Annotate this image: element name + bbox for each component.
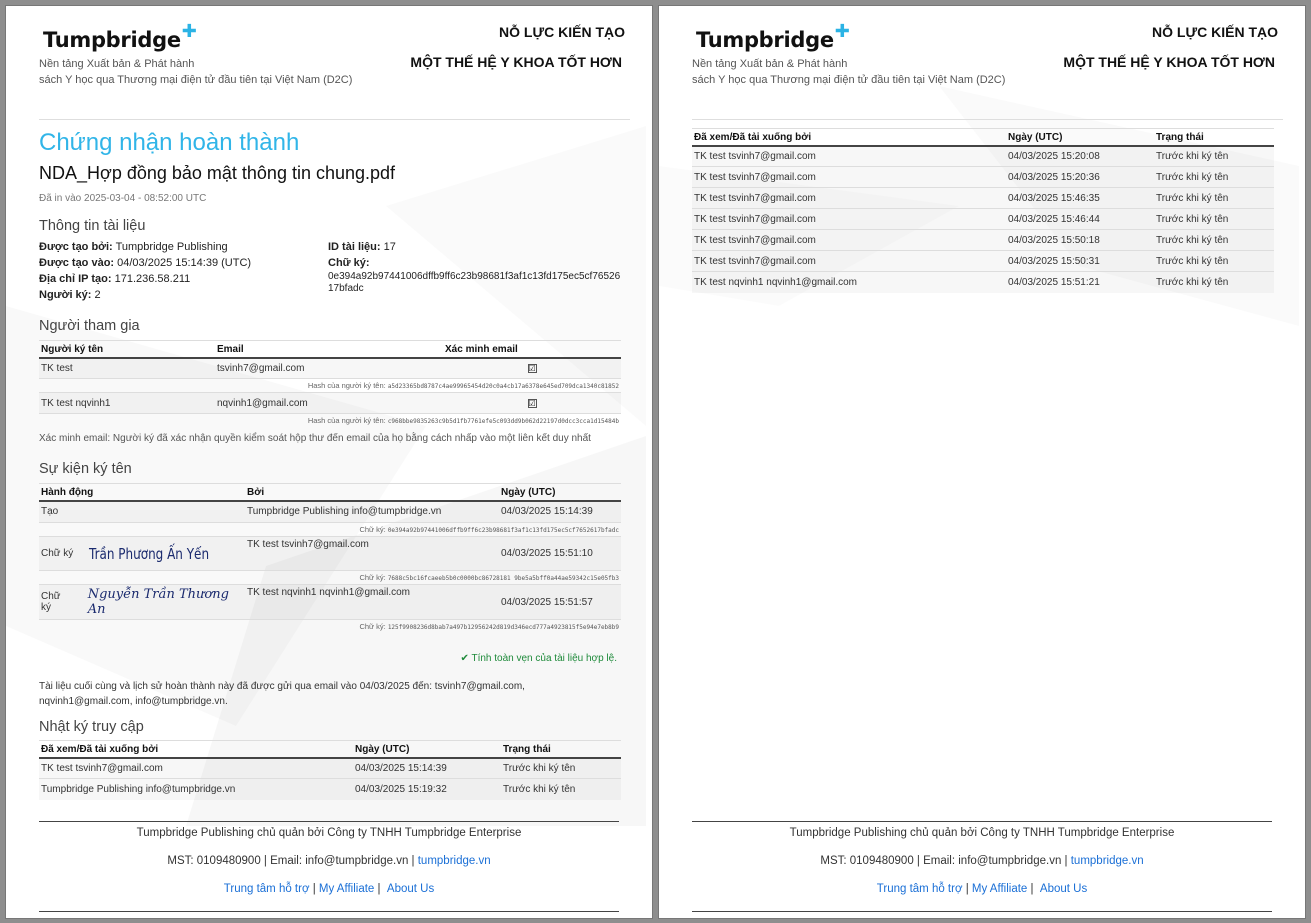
- signers-label: Người ký:: [39, 289, 92, 301]
- separator: |: [1030, 883, 1034, 895]
- footer-divider: [39, 821, 619, 822]
- access-date: 04/03/2025 15:50:31: [1006, 251, 1154, 272]
- about-us-link[interactable]: About Us: [1039, 883, 1088, 895]
- affiliate-link[interactable]: My Affiliate: [318, 883, 375, 895]
- event-action-cell: [39, 585, 245, 620]
- created-at-label: Được tạo vào:: [39, 257, 115, 269]
- checkbox-checked-icon: ☑: [528, 363, 536, 373]
- hash-label: Hash của người ký tên:: [307, 416, 386, 426]
- support-center-link[interactable]: Trung tâm hỗ trợ: [223, 883, 310, 895]
- table-row: [692, 251, 1274, 272]
- column-header: Người ký tên: [39, 341, 215, 358]
- table-row: [39, 393, 621, 414]
- column-header: Đã xem/Đã tải xuống bởi: [39, 741, 353, 758]
- doc-id-label: ID tài liệu:: [328, 241, 381, 253]
- header-divider: [39, 119, 630, 120]
- logo-plus-icon: ✚: [834, 21, 850, 42]
- signature-hash-value: 0e394a92b97441006dffb9ff6c23b98681f3af1c13fd175ec5cf7652617bfadc: [387, 527, 619, 534]
- participant-email: nqvinh1@gmail.com: [215, 393, 443, 414]
- access-log-table: [39, 740, 621, 800]
- signature-hash-row: [39, 571, 621, 585]
- website-link[interactable]: tumpbridge.vn: [1070, 855, 1144, 867]
- column-header: Ngày (UTC): [499, 484, 621, 501]
- table-row: [39, 501, 621, 523]
- table-row: [692, 167, 1274, 188]
- access-date: 04/03/2025 15:20:36: [1006, 167, 1154, 188]
- footer-mst: MST: 0109480900 | Email: info@tumpbridge.vn |: [167, 855, 415, 867]
- event-action-cell: [39, 537, 245, 571]
- footer-links: [659, 883, 1305, 895]
- event-by: TK test tsvinh7@gmail.com: [245, 537, 499, 571]
- about-us-link[interactable]: About Us: [386, 883, 435, 895]
- access-by: TK test tsvinh7@gmail.com: [39, 758, 353, 779]
- table-row: [692, 188, 1274, 209]
- column-header: Ngày (UTC): [1006, 129, 1154, 146]
- hash-row: [39, 414, 621, 428]
- footer-divider-bottom: [39, 911, 619, 912]
- document-name: NDA_Hợp đồng bảo mật thông tin chung.pdf: [39, 163, 396, 183]
- section-access-log: Nhật ký truy cập: [39, 719, 144, 735]
- access-status: Trước khi ký tên: [501, 758, 621, 779]
- hash-cell: [39, 379, 621, 393]
- table-row: [39, 537, 621, 571]
- created-by-label: Được tạo bởi:: [39, 241, 113, 253]
- signature-hash-value: 125f9908236d8bab7a497b12956242d819d346ecd777a4923815f5e94e7eb8b9: [387, 624, 619, 632]
- event-by: TK test nqvinh1 nqvinh1@gmail.com: [245, 585, 499, 620]
- tumpbridge-logo: Tumpbridge✚: [43, 21, 197, 52]
- access-by: TK test tsvinh7@gmail.com: [692, 188, 1006, 209]
- access-date: 04/03/2025 15:20:08: [1006, 146, 1154, 167]
- email-sent-note: Tài liệu cuối cùng và lịch sử hoàn thành này đã được gửi qua email vào 04/03/2025 đến: tsvinh7@gmail.com, nqvinh1@gmail.com, info@tumpbridge.vn.: [39, 681, 525, 707]
- access-date: 04/03/2025 15:46:44: [1006, 209, 1154, 230]
- separator: |: [377, 883, 381, 895]
- tagline-line-2: sách Y học qua Thương mại điện tử đầu tiên tại Việt Nam (D2C): [692, 74, 1006, 86]
- signers-value: 2: [94, 289, 101, 301]
- column-header: Đã xem/Đã tải xuống bởi: [692, 129, 1006, 146]
- event-date: 04/03/2025 15:51:10: [499, 537, 621, 571]
- signature-hash-label: Chữ ký:: [359, 573, 386, 582]
- column-header: Email: [215, 341, 443, 358]
- integrity-valid-status: ✔ Tính toàn vẹn của tài liệu hợp lệ.: [460, 653, 617, 664]
- access-status: Trước khi ký tên: [1154, 188, 1274, 209]
- hash-value: c968bbe9835263c9b5d1fb7761efe5c093dd9b062d22197d0dcc3cca1d15484b: [387, 418, 619, 426]
- participant-email: tsvinh7@gmail.com: [215, 358, 443, 379]
- hash-label: Hash của người ký tên:: [307, 381, 386, 390]
- created-at-value: 04/03/2025 15:14:39 (UTC): [117, 257, 252, 269]
- access-status: Trước khi ký tên: [1154, 251, 1274, 272]
- participant-name: TK test nqvinh1: [39, 393, 215, 414]
- column-header: Trạng thái: [1154, 129, 1274, 146]
- section-participants: Người tham gia: [39, 318, 140, 334]
- support-center-link[interactable]: Trung tâm hỗ trợ: [876, 883, 963, 895]
- website-link[interactable]: tumpbridge.vn: [417, 855, 491, 867]
- column-header: Xác minh email: [443, 341, 621, 358]
- tagline-line-1: Nền tảng Xuất bản & Phát hành: [39, 58, 195, 70]
- hash-cell: [39, 414, 621, 428]
- event-action: Chữ ký: [41, 591, 61, 613]
- access-by: TK test tsvinh7@gmail.com: [692, 146, 1006, 167]
- access-status: Trước khi ký tên: [1154, 146, 1274, 167]
- signature-hash-label: Chữ ký:: [359, 525, 386, 534]
- access-by: Tumpbridge Publishing info@tumpbridge.vn: [39, 779, 353, 800]
- verified-cell: [443, 393, 621, 414]
- slogan-line-1: NỖ LỰC KIẾN TẠO: [1152, 24, 1278, 40]
- table-row: [692, 209, 1274, 230]
- access-date: 04/03/2025 15:14:39: [353, 758, 501, 779]
- slogan-line-1: NỖ LỰC KIẾN TẠO: [499, 24, 625, 40]
- access-date: 04/03/2025 15:51:21: [1006, 272, 1154, 293]
- ip-label: Địa chỉ IP tạo:: [39, 273, 112, 285]
- signature-hash-label: Chữ ký:: [359, 622, 386, 632]
- tagline-line-2: sách Y học qua Thương mại điện tử đầu tiên tại Việt Nam (D2C): [39, 74, 353, 86]
- handwritten-signature-image: Trần Phương Ấn Yến: [89, 544, 210, 563]
- participants-table: [39, 340, 621, 428]
- signature-label: Chữ ký:: [328, 257, 370, 269]
- hash-cell: [39, 523, 621, 537]
- verified-cell: [443, 358, 621, 379]
- table-row: [39, 358, 621, 379]
- table-row: [39, 758, 621, 779]
- signature-hash-value: 7688c5bc16fcaeeb5b0c0000bc86728181 9be5a5bff0a44ae59342c15e05fb3: [387, 575, 619, 582]
- certificate-page-2: [658, 5, 1306, 919]
- access-status: Trước khi ký tên: [1154, 209, 1274, 230]
- printed-timestamp: Đã in vào 2025-03-04 - 08:52:00 UTC: [39, 193, 207, 204]
- footer-mst: MST: 0109480900 | Email: info@tumpbridge.vn |: [820, 855, 1068, 867]
- table-row: [39, 779, 621, 800]
- document-info-left: [39, 239, 251, 303]
- signing-events-table: [39, 483, 621, 634]
- separator: |: [312, 883, 316, 895]
- table-row: [692, 146, 1274, 167]
- event-by: Tumpbridge Publishing info@tumpbridge.vn: [245, 501, 499, 523]
- event-action: Tạo: [39, 501, 245, 523]
- checkbox-checked-icon: ☑: [528, 398, 536, 408]
- ip-value: 171.236.58.211: [114, 273, 191, 285]
- access-by: TK test nqvinh1 nqvinh1@gmail.com: [692, 272, 1006, 293]
- footer-company: Tumpbridge Publishing chủ quản bởi Công ty TNHH Tumpbridge Enterprise: [789, 827, 1175, 839]
- footer-contact: [659, 855, 1305, 867]
- access-log-table-continued: [692, 128, 1274, 293]
- signature-value: 0e394a92b97441006dffb9ff6c23b98681f3af1c13fd175ec5cf7652617bfadc: [328, 271, 621, 294]
- hash-row: [39, 379, 621, 393]
- footer-divider-bottom: [692, 911, 1272, 912]
- signature-hash-row: [39, 523, 621, 537]
- header-divider: [692, 119, 1283, 120]
- email-verification-note: Xác minh email: Người ký đã xác nhận quyền kiểm soát hộp thư đến email của họ bằng cách nhấp vào một liên kết duy nhất: [39, 433, 591, 444]
- footer-company: Tumpbridge Publishing chủ quản bởi Công ty TNHH Tumpbridge Enterprise: [136, 827, 522, 839]
- slogan-line-2: MỘT THẾ HỆ Y KHOA TỐT HƠN: [410, 54, 622, 70]
- event-date: 04/03/2025 15:51:57: [499, 585, 621, 620]
- column-header: Bởi: [245, 484, 499, 501]
- access-by: TK test tsvinh7@gmail.com: [692, 167, 1006, 188]
- hash-value: a5d23365bd8787c4ae99965454d20c0a4cb17a6378e645ed709dca1340c81852: [387, 383, 619, 390]
- event-action: Chữ ký: [41, 548, 74, 559]
- access-by: TK test tsvinh7@gmail.com: [692, 251, 1006, 272]
- access-date: 04/03/2025 15:46:35: [1006, 188, 1154, 209]
- logo-plus-icon: ✚: [181, 21, 197, 42]
- document-info-right: [328, 239, 623, 295]
- column-header: Trạng thái: [501, 741, 621, 758]
- participant-name: TK test: [39, 358, 215, 379]
- access-date: 04/03/2025 15:50:18: [1006, 230, 1154, 251]
- access-status: Trước khi ký tên: [1154, 272, 1274, 293]
- handwritten-signature-image: Nguyễn Trần Thương An: [87, 587, 229, 617]
- doc-id-value: 17: [383, 241, 396, 253]
- section-signing-events: Sự kiện ký tên: [39, 461, 132, 477]
- access-date: 04/03/2025 15:19:32: [353, 779, 501, 800]
- certificate-page-1: [5, 5, 653, 919]
- created-by-value: Tumpbridge Publishing: [115, 241, 228, 253]
- hash-cell: [39, 620, 621, 634]
- certificate-title: Chứng nhận hoàn thành: [39, 129, 300, 156]
- column-header: Hành động: [39, 484, 245, 501]
- column-header: Ngày (UTC): [353, 741, 501, 758]
- access-status: Trước khi ký tên: [1154, 230, 1274, 251]
- table-row: [692, 230, 1274, 251]
- tumpbridge-logo: Tumpbridge✚: [696, 21, 850, 52]
- access-by: TK test tsvinh7@gmail.com: [692, 230, 1006, 251]
- access-status: Trước khi ký tên: [501, 779, 621, 800]
- table-row: [692, 272, 1274, 293]
- tagline-line-1: Nền tảng Xuất bản & Phát hành: [692, 58, 848, 70]
- footer-divider: [692, 821, 1272, 822]
- slogan-line-2: MỘT THẾ HỆ Y KHOA TỐT HƠN: [1063, 54, 1275, 70]
- section-document-info: Thông tin tài liệu: [39, 218, 146, 234]
- affiliate-link[interactable]: My Affiliate: [971, 883, 1028, 895]
- access-status: Trước khi ký tên: [1154, 167, 1274, 188]
- separator: |: [965, 883, 969, 895]
- signature-hash-row: [39, 620, 621, 634]
- table-row: [39, 585, 621, 620]
- access-by: TK test tsvinh7@gmail.com: [692, 209, 1006, 230]
- footer-links: [6, 883, 652, 895]
- event-date: 04/03/2025 15:14:39: [499, 501, 621, 523]
- footer-contact: [6, 855, 652, 867]
- hash-cell: [39, 571, 621, 585]
